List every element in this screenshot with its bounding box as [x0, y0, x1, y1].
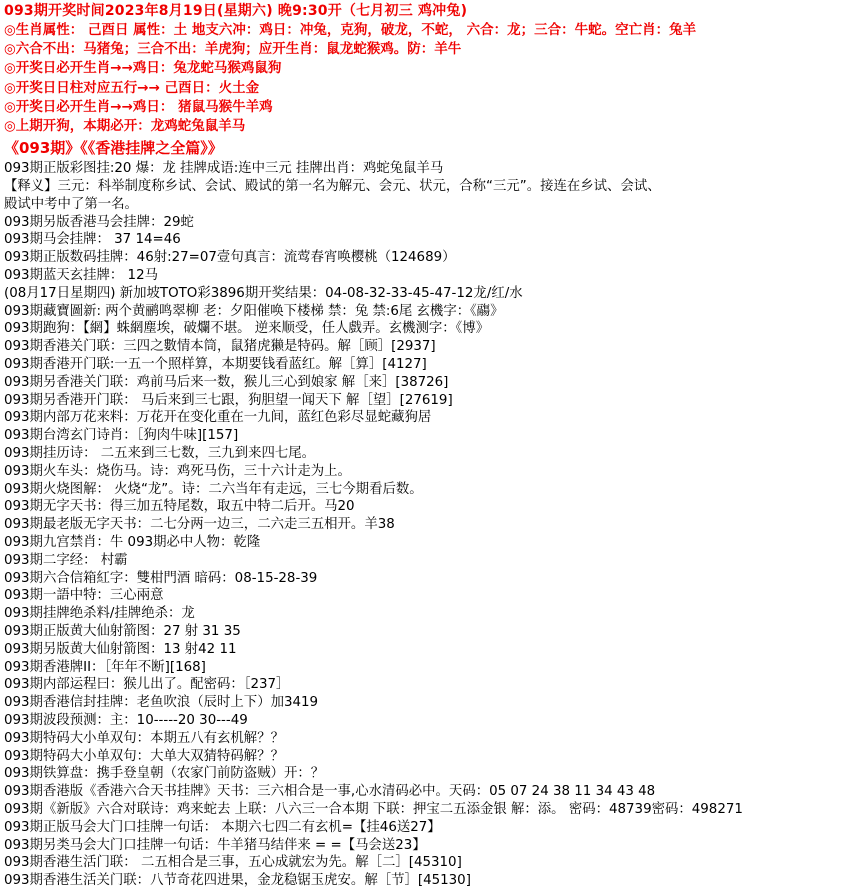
body-line-29: 093期内部运程曰：猴儿出了。配密码：［237］: [4, 677, 290, 693]
body-line-19: 093期无字天书：得三加五特尾数，取五中特二后开。马20: [4, 499, 355, 515]
body-line-0: 093期正版彩图挂:20 爆：龙 挂牌成语:连中三元 挂牌出肖：鸡蛇兔鼠羊马: [4, 161, 444, 177]
body-line-15: 093期台湾玄门诗肖：［狗肉牛味][157]: [4, 428, 239, 444]
body-line-25: 093期挂牌绝杀料/挂牌绝杀：龙: [4, 606, 195, 622]
body-line-10: 093期香港关门联：三四之數情本筒，鼠猪虎獭是特码。解［顾］[2937]: [4, 339, 436, 355]
body-line-24: 093期一語中特：三心兩意: [4, 588, 164, 604]
body-line-11: 093期香港开门联:一五一个照样算，本期要钱看蓝红。解［算］[4127]: [4, 356, 427, 372]
body-line-17: 093期火车头：烧伤马。诗：鸡死马伤，三十六计走为上。: [4, 463, 351, 479]
body-line-7: (08月17日星期四) 新加坡TOTO彩3896期开奖结果：04-08-32-33-45-47-12龙/红/水: [4, 285, 523, 301]
body-line-28: 093期香港牌II：［年年不断][168]: [4, 659, 206, 675]
body-line-31: 093期波段预测：主：10-----20 30---49: [4, 712, 248, 728]
body-line-3: 093期另版香港马会挂牌：29蛇: [4, 214, 194, 230]
body-line-9: 093期跑狗：【網】蛛網塵埃，破爛不堪。 逆来顺受，任人戲弄。玄機测字：《博》: [4, 321, 490, 337]
body-line-1: 【释义】三元：科举制度称乡试、会试、殿试的第一名为解元、会元、状元，合称“三元”。接连在乡试、会试、: [4, 179, 661, 195]
header-line-3: ◎开奖日日柱对应五行→→ 己酉日：火土金: [4, 79, 260, 96]
body-line-33: 093期特码大小单双句：大单大双猜特码解？？: [4, 748, 284, 764]
header-line-5: ◎上期开狗，本期必开：龙鸡蛇兔鼠羊马: [4, 118, 246, 135]
body-line-20: 093期最老版无字天书：二七分两一边三，二六走三五相开。羊38: [4, 517, 395, 533]
header-line-0: ◎生肖属性： 己酉日 属性：土 地支六冲：鸡日：冲兔，克狗，破龙，不蛇， 六合：龙；三合：牛蛇。空亡肖：兔羊: [4, 22, 697, 38]
body-line-12: 093期另香港关门联：鸡前马后来一数，猴儿三心到娘家 解［来］[38726]: [4, 374, 449, 390]
body-line-2: 殿试中考中了第一名。: [4, 196, 138, 212]
body-line-16: 093期挂历诗： 二五来到三七数，三九到来四七尾。: [4, 445, 316, 461]
header-line-4: ◎开奖日必开生肖→→鸡日： 猪鼠马猴牛羊鸡: [4, 98, 273, 115]
body-line-36: 093期《新版》六合对联诗：鸡来蛇去 上联：八六三一合本期 下联：押宝二五添金银 解：添。 密码：48739密码：498271: [4, 801, 743, 817]
body-line-13: 093期另香港开门联： 马后来到三七跟，狗胆望一闻天下 解［望］[27619]: [4, 392, 453, 408]
body-line-26: 093期正版黄大仙射箭图：27 射 31 35: [4, 623, 241, 639]
body-line-18: 093期火烧图解： 火烧“龙”。诗：二六当年有走远，三七今期看后数。: [4, 481, 423, 497]
body-line-32: 093期特码大小单双句：本期五八有玄机解？？: [4, 730, 284, 746]
body-line-21: 093期九宫禁肖：牛 093期必中人物：乾隆: [4, 534, 261, 550]
body-line-6: 093期蓝天玄挂牌： 12马: [4, 268, 158, 283]
body-line-14: 093期内部万花来料：万花开在变化重在一九间，蓝红色彩尽显蛇藏狗居: [4, 410, 432, 426]
body-line-5: 093期正版数码挂牌：46射:27=07壹句真言：流莺春宵唤樱桃（124689）: [4, 250, 456, 266]
body-line-27: 093期另版黄大仙射箭图：13 射42 11: [4, 641, 237, 657]
header-line-1: ◎六合不出：马猪兔；三合不出：羊虎狗；应开生肖：鼠龙蛇猴鸡。防：羊牛: [4, 41, 462, 58]
body-line-34: 093期铁算盘：携手登皇朝（农家门前防盗贼）开：？: [4, 766, 325, 782]
draw-time-line: 093期开奖时间2023年8月19日(星期六) 晚9:30开（七月初三 鸡冲兔): [4, 3, 468, 19]
body-line-40: 093期香港生活关门联：八节奇花四进果，金龙稳锯玉虎安。解［节］[45130]: [4, 873, 471, 889]
body-line-30: 093期香港信封挂牌：老鱼吹浪（辰时上下）加3419: [4, 695, 319, 711]
header-line-2: ◎开奖日必开生肖→→鸡日：兔龙蛇马猴鸡鼠狗: [4, 60, 282, 77]
body-line-38: 093期另类马会大门口挂牌一句话：牛羊猪马结伴来 = =【马会送23】: [4, 837, 426, 853]
body-line-4: 093期马会挂牌： 37 14=46: [4, 232, 181, 248]
page-title: 《093期》《《香港挂牌之全篇》》: [4, 139, 223, 158]
body-line-8: 093期藏寶圖新: 两个黄鹂鸣翠柳 老：夕阳催唤下楼梯 禁：兔 禁:6尾 玄機字：《鬺》: [4, 303, 504, 319]
body-line-22: 093期二字经： 村霸: [4, 552, 128, 568]
body-line-35: 093期香港版《香港六合天书挂牌》天书：三六相合是一事,心水清码必中。天码：05 07 24 38 11 34 43 48: [4, 784, 656, 800]
body-line-39: 093期香港生活门联： 二五相合是三事，五心成就宏为先。解［二］[45310]: [4, 855, 462, 871]
body-line-23: 093期六合信箱紅字：雙柑門酒 暗码：08-15-28-39: [4, 570, 318, 586]
body-line-37: 093期正版马会大门口挂牌一句话： 本期六七四二有玄机=【挂46送27】: [4, 819, 441, 835]
